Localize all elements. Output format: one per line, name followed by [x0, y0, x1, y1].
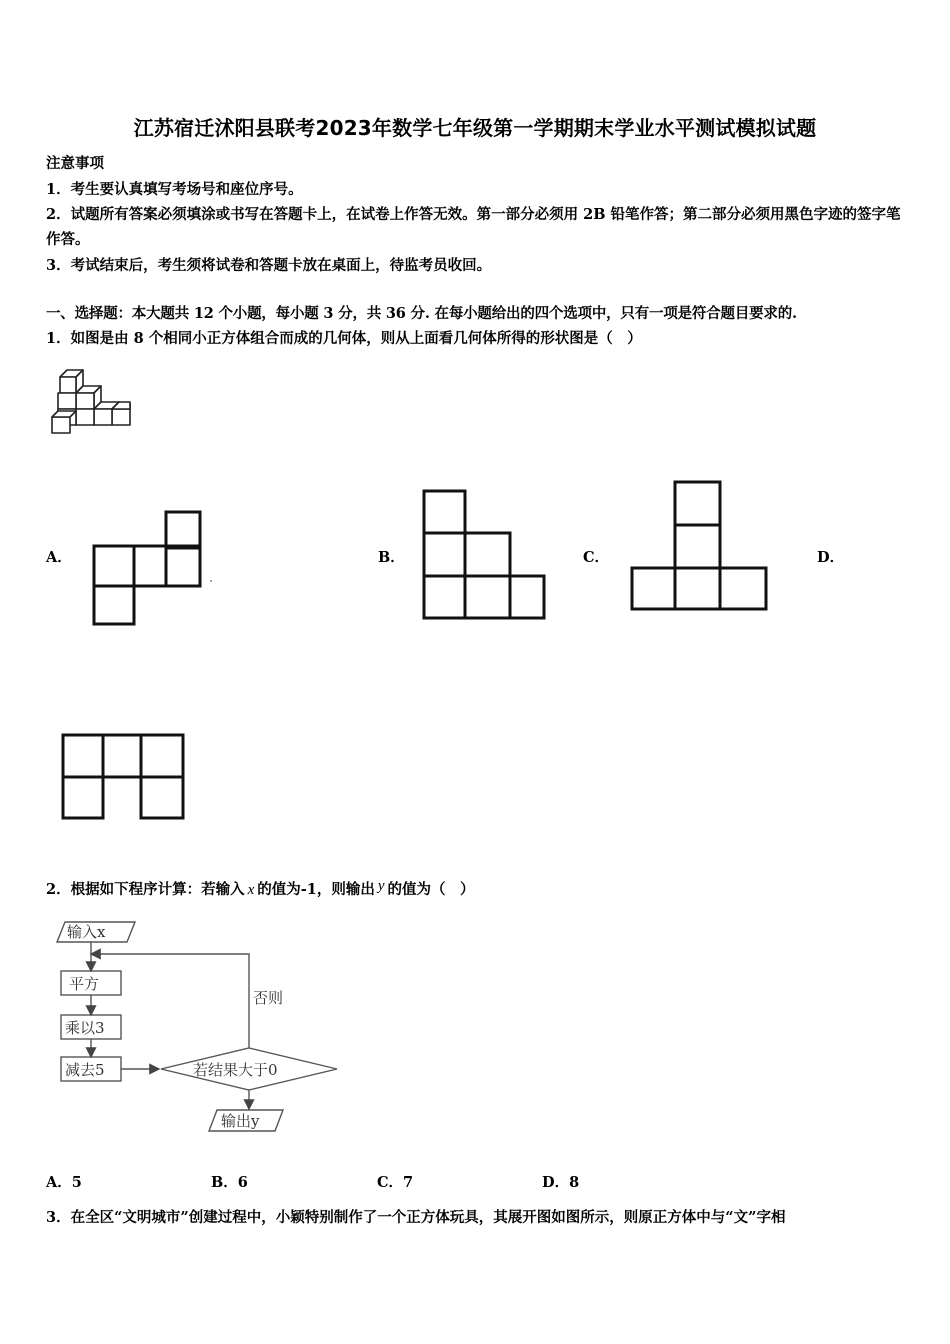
flow-times3-text: 乘以3	[65, 1019, 105, 1037]
notice-item-2: 2．试题所有答案必须填涂或书写在答题卡上，在试卷上作答无效。第一部分必须用 2B 铅笔作答；第二部分必须用黑色字迹的签字笔作答。	[46, 206, 901, 248]
notice-heading: 注意事项	[46, 155, 104, 172]
flow-else-label: 否则	[253, 989, 284, 1007]
page-title: 江苏宿迁沭阳县联考2023年数学七年级第一学期期末学业水平测试模拟试题	[133, 116, 817, 140]
q2-option-b: B．6	[211, 1174, 248, 1191]
q2-stem	[46, 878, 475, 899]
q2-var-x: x	[247, 882, 255, 898]
flow-square-text: 平方	[69, 975, 100, 993]
q2-stem-part-a: 2．根据如下程序计算：若输入	[46, 881, 245, 898]
flow-output-text: 输出y	[221, 1112, 260, 1130]
q1-option-a-figure	[90, 509, 215, 627]
q1-stem: 1．如图是由 8 个相同小正方体组合而成的几何体，则从上面看几何体所得的形状图是（ ）	[46, 330, 642, 347]
q1-cube-figure	[50, 365, 134, 437]
q2-flowchart	[55, 918, 345, 1143]
q1-option-b-figure	[421, 488, 549, 622]
q2-stem-part-c: 的值为（ ）	[387, 881, 475, 898]
notice-item-3: 3．考试结束后，考生须将试卷和答题卡放在桌面上，待监考员收回。	[46, 257, 492, 274]
section-heading: 一、选择题：本大题共 12 个小题，每小题 3 分，共 36 分. 在每小题给出的四个选项中，只有一项是符合题目要求的.	[46, 305, 797, 322]
q2-option-a: A．5	[46, 1174, 82, 1191]
q2-option-c: C．7	[377, 1174, 414, 1191]
flow-minus5-text: 减去5	[65, 1061, 105, 1079]
q2-option-d: D．8	[542, 1174, 580, 1191]
q1-option-b-label: B．	[378, 549, 405, 566]
q1-option-c-label: C．	[583, 549, 610, 566]
q1-option-a-label: A．	[46, 549, 72, 566]
q2-stem-part-b: 的值为-1，则输出	[257, 881, 375, 898]
q1-option-d-label: D．	[817, 549, 845, 566]
q2-var-y: y	[377, 878, 385, 894]
flow-input-text: 输入x	[67, 923, 106, 941]
q1-option-d-figure	[60, 732, 188, 822]
q1-option-c-figure	[629, 479, 771, 613]
q3-stem: 3．在全区“文明城市”创建过程中，小颖特别制作了一个正方体玩具，其展开图如图所示，则原正方体中与“文”字相	[46, 1209, 786, 1226]
notice-item-1: 1．考生要认真填写考场号和座位序号。	[46, 181, 303, 198]
flow-condition-text: 若结果大于0	[193, 1061, 278, 1079]
